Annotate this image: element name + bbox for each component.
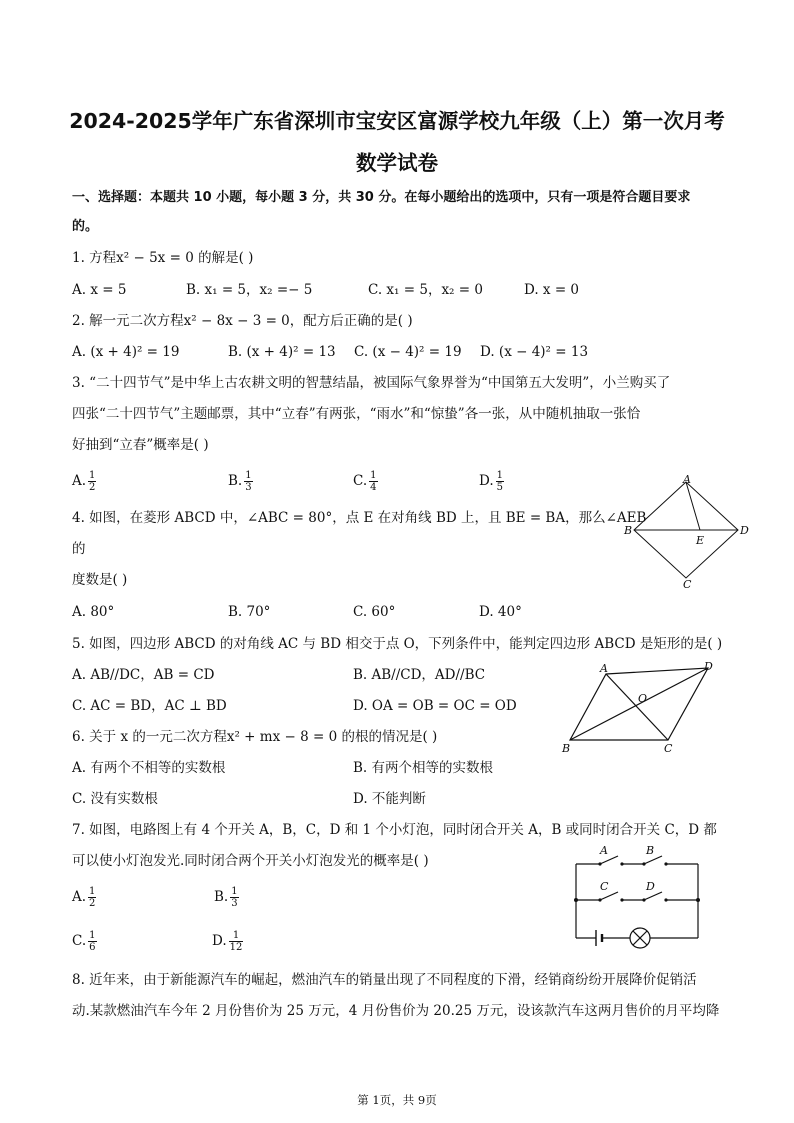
q5-option-b: B. AB//CD，AD//BC: [353, 667, 486, 683]
q5-option-c: C. AC = BD，AC ⊥ BD: [72, 698, 227, 714]
q2-option-c: C. (x − 4)² = 19: [354, 344, 462, 360]
q5-option-a: A. AB//DC，AB = CD: [72, 667, 215, 683]
q2-option-b: B. (x + 4)² = 13: [228, 344, 336, 360]
q5-stem: 5. 如图，四边形 ABCD 的对角线 AC 与 BD 相交于点 O，下列条件中，能判定四边形 ABCD 是矩形的是( ): [72, 636, 723, 652]
label-b: B: [646, 844, 655, 857]
q4-stem-line3: 度数是( ): [72, 572, 128, 588]
q3-stem-line3: 好抽到“立春”概率是( ): [72, 437, 209, 453]
q4-option-a: A. 80°: [72, 604, 115, 620]
q4-option-c: C. 60°: [353, 604, 396, 620]
q6-option-c: C. 没有实数根: [72, 791, 158, 807]
label-a: A: [600, 662, 608, 675]
q2-option-a: A. (x + 4)² = 19: [72, 344, 180, 360]
q4-option-d: D. 40°: [479, 604, 522, 620]
exam-title-line1: 2024-2025学年广东省深圳市宝安区富源学校九年级（上）第一次月考: [69, 109, 725, 133]
q7-option-b: B. $\frac{1}{3}$: [214, 886, 238, 909]
label-o: O: [638, 692, 648, 705]
section1-heading: 一、选择题：本题共 10 小题，每小题 3 分，共 30 分。在每小题给出的选项中，只有一项是符合题目要求: [72, 190, 691, 205]
section1-heading-cont: 的。: [72, 219, 99, 234]
segment-ae: [686, 482, 700, 530]
label-c: C: [664, 742, 673, 755]
label-a: A: [683, 474, 691, 486]
q5-option-d: D. OA = OB = OC = OD: [353, 698, 517, 714]
page-footer: 第 1页，共 9页: [357, 1093, 437, 1107]
q7-stem-line1: 7. 如图，电路图上有 4 个开关 A，B，C，D 和 1 个小灯泡，同时闭合开关 A，B 或同时闭合开关 C，D 都: [72, 822, 717, 838]
q1-option-a: A. x = 5: [72, 282, 127, 298]
q7-option-d: D. $\frac{1}{12}$: [212, 930, 243, 953]
q3-option-c: C. $\frac{1}{4}$: [353, 470, 377, 493]
q8-stem-line2: 动.某款燃油汽车今年 2 月份售价为 25 万元，4 月份售价为 20.25 万元，设该款汽车这两月售价的月平均降: [72, 1003, 720, 1019]
q1-stem: 1. 方程x² − 5x = 0 的解是( ): [72, 250, 254, 266]
rhombus-figure: [620, 474, 750, 592]
switch-b: [644, 856, 662, 864]
q4-stem-line2: 的: [72, 541, 86, 557]
exam-title-line2: 数学试卷: [356, 151, 438, 175]
q6-stem: 6. 关于 x 的一元二次方程x² + mx − 8 = 0 的根的情况是( ): [72, 729, 438, 745]
label-c: C: [683, 578, 692, 591]
q3-stem-line2: 四张“二十四节气”主题邮票，其中“立春”有两张，“雨水”和“惊蛰”各一张，从中随机抽取一张恰: [72, 406, 641, 422]
label-d: D: [740, 524, 749, 537]
q3-option-a: A. $\frac{1}{2}$: [72, 470, 96, 493]
switch-c: [600, 892, 618, 900]
q7-stem-line2: 可以使小灯泡发光.同时闭合两个开关小灯泡发光的概率是( ): [72, 853, 429, 869]
q4-stem-line1: 4. 如图，在菱形 ABCD 中，∠ABC = 80°，点 E 在对角线 BD 上，且 BE = BA，那么∠AEB: [72, 510, 647, 526]
circuit-figure: [566, 844, 716, 952]
q7-option-a: A. $\frac{1}{2}$: [72, 886, 96, 909]
label-b: B: [562, 742, 571, 755]
q2-stem: 2. 解一元二次方程x² − 8x − 3 = 0，配方后正确的是( ): [72, 313, 413, 329]
diagonal-ac: [606, 674, 668, 740]
q1-option-c: C. x₁ = 5，x₂ = 0: [368, 282, 483, 298]
label-c: C: [600, 880, 609, 893]
q8-stem-line1: 8. 近年来，由于新能源汽车的崛起，燃油汽车的销量出现了不同程度的下滑，经销商纷纷开展降价促销活: [72, 972, 697, 988]
q2-option-d: D. (x − 4)² = 13: [480, 344, 589, 360]
q4-option-b: B. 70°: [228, 604, 271, 620]
label-a: A: [600, 844, 608, 857]
q1-option-b: B. x₁ = 5，x₂ =− 5: [186, 282, 313, 298]
q7-option-c: C. $\frac{1}{6}$: [72, 930, 96, 953]
q6-option-a: A. 有两个不相等的实数根: [72, 760, 226, 776]
q1-option-d: D. x = 0: [524, 282, 580, 298]
q3-option-b: B. $\frac{1}{3}$: [228, 470, 252, 493]
q3-option-d: D. $\frac{1}{5}$: [479, 470, 504, 493]
label-e: E: [696, 534, 705, 547]
label-d: D: [646, 880, 655, 893]
q6-option-d: D. 不能判断: [353, 791, 426, 807]
q3-stem-line1: 3. “二十四节气”是中华上古农耕文明的智慧结晶，被国际气象界誉为“中国第五大发明”，小兰购买了: [72, 375, 671, 391]
label-b: B: [624, 524, 633, 537]
label-d: D: [704, 660, 713, 673]
switch-d: [644, 892, 662, 900]
parallelogram-figure: [556, 656, 726, 756]
switch-a: [600, 856, 618, 864]
q6-option-b: B. 有两个相等的实数根: [353, 760, 494, 776]
